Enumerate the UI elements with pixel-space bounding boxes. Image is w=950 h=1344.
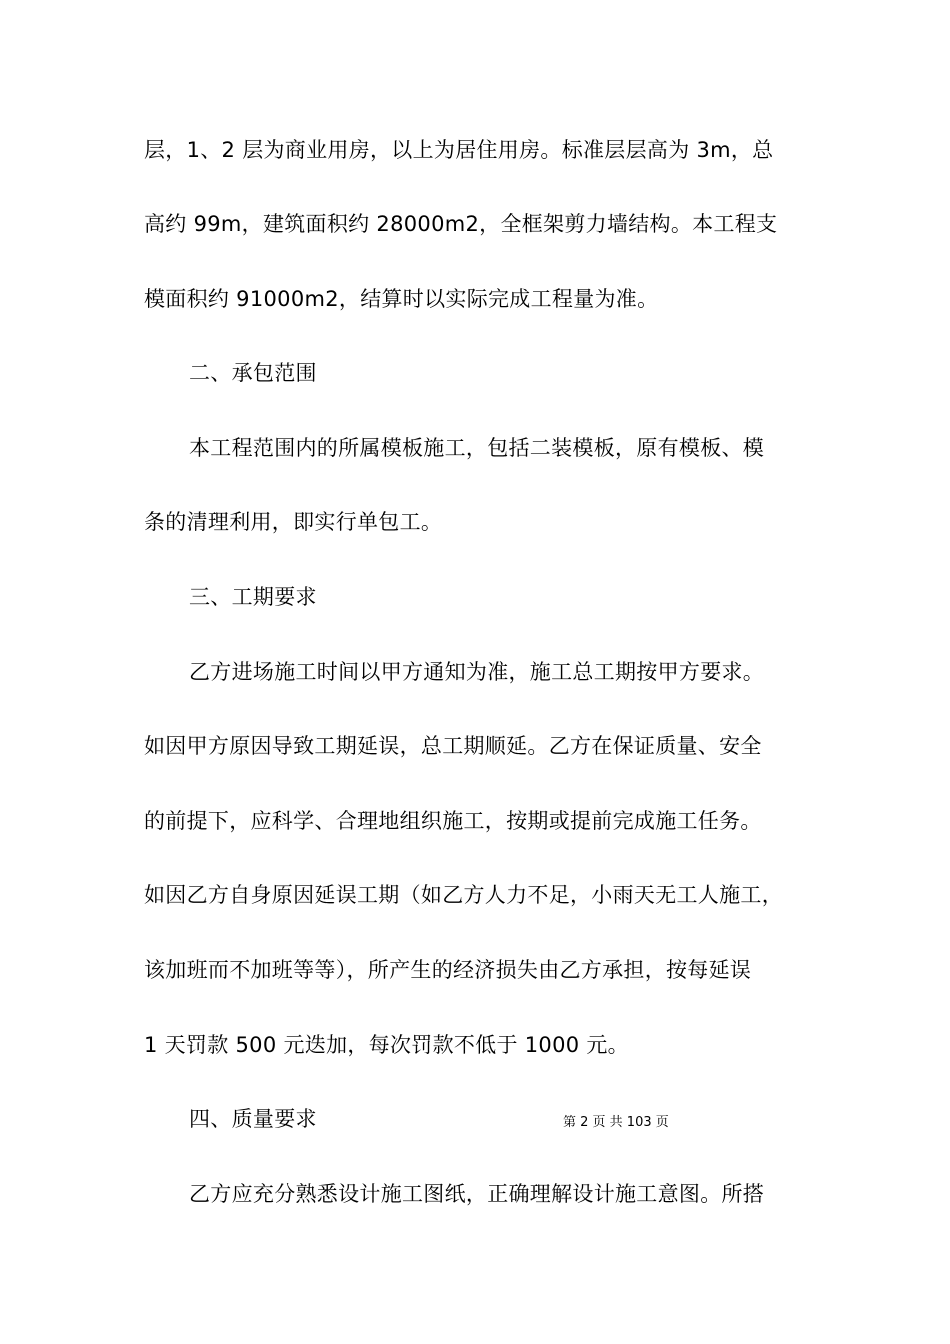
body-line-8: 乙方进场施工时间以甲方通知为准，施工总工期按甲方要求。	[189, 660, 765, 684]
body-line-13: 1 天罚款 500 元迭加，每次罚款不低于 1000 元。	[144, 1033, 629, 1057]
body-line-1: 层，1、2 层为商业用房，以上为居住用房。标准层层高为 3m，总	[144, 138, 774, 162]
body-line-3: 模面积约 91000m2，结算时以实际完成工程量为准。	[144, 287, 659, 311]
body-line-9: 如因甲方原因导致工期延误，总工期顺延。乙方在保证质量、安全	[144, 734, 762, 758]
body-line-11: 如因乙方自身原因延误工期（如乙方人力不足，小雨天无工人施工，	[144, 883, 783, 907]
page-number-footer: 第 2 页 共 103 页	[563, 1115, 669, 1130]
body-line-2: 高约 99m，建筑面积约 28000m2，全框架剪力墙结构。本工程支	[144, 212, 778, 236]
body-line-15: 乙方应充分熟悉设计施工图纸，正确理解设计施工意图。所搭	[189, 1182, 765, 1206]
body-line-10: 的前提下，应科学、合理地组织施工，按期或提前完成施工任务。	[144, 809, 762, 833]
section-heading-scope: 二、承包范围	[189, 361, 317, 385]
body-line-12: 该加班而不加班等等），所产生的经济损失由乙方承担，按每延误	[144, 958, 752, 982]
section-heading-quality: 四、质量要求	[189, 1107, 317, 1131]
body-line-6: 条的清理利用，即实行单包工。	[144, 510, 443, 534]
section-heading-schedule: 三、工期要求	[189, 585, 317, 609]
body-line-5: 本工程范围内的所属模板施工，包括二装模板，原有模板、模	[189, 436, 765, 460]
